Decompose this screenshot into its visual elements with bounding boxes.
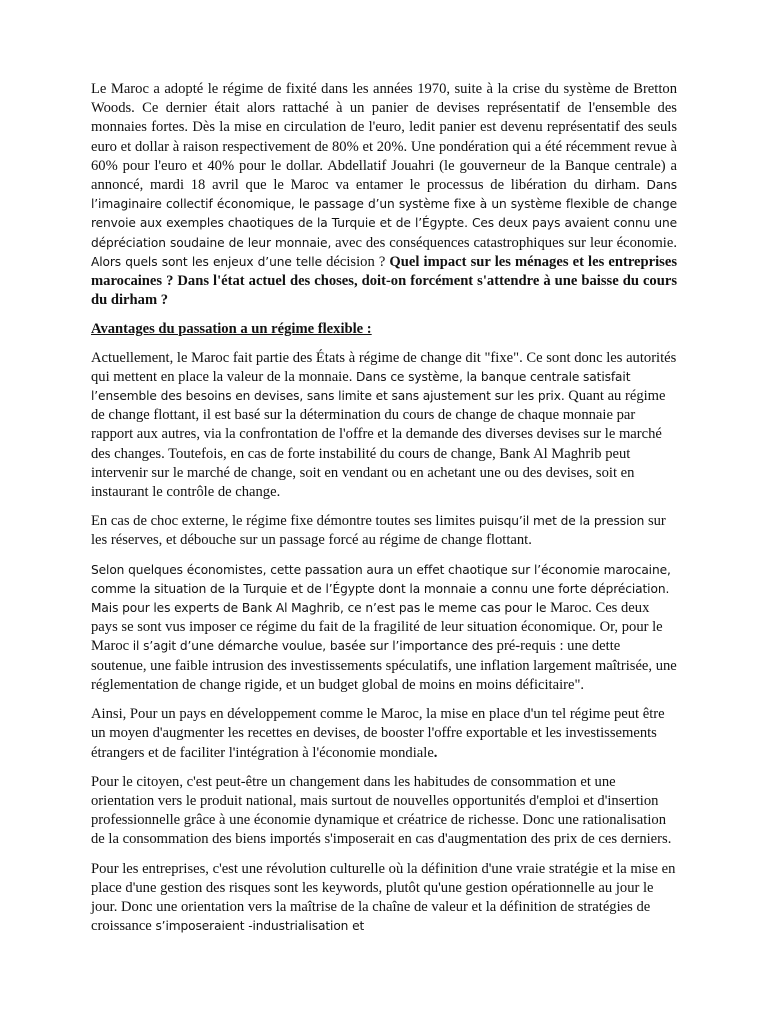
- paragraph-regime: [91, 349, 677, 503]
- entreprises-text-a: Pour les entreprises, c'est une révolution culturelle où la définition d'une vraie stratégie et la mise en place d'une gestion des risques sont les keywords, plutôt qu'une gestion opérationnelle au jour le jour. Donc une orientation vers la maîtrise de la chaîne de valeur et la définition de stratégies de croissance: [91, 860, 676, 935]
- paragraph-citoyen: Pour le citoyen, c'est peut-être un changement dans les habitudes de consommation et une orientation vers le produit national, mais surtout de nouvelles opportunités d'emploi et d'insertion professionnelle grâce à une économie dynamique et créatrice de richesse. Donc une rationalisation de la consommation des biens importés s'imposerait en cas d'augmentation des prix de ces derniers.: [91, 773, 672, 848]
- intro-text-e: décision ?: [322, 253, 390, 270]
- regime-text-a: Actuellement, le Maroc fait partie des États à régime de change dit "fixe". Ce sont donc les autorités qui mettent en place la valeur de la monnaie.: [91, 349, 677, 385]
- intro-text-b: Dans l’imaginaire collectif économique, le passage d’un système fixe à un système flexible de change renvoie aux exemples chaotiques de la Turquie et de l’Égypte. Ces deux pays avaient connu une dépréciation soudaine de leur monnaie,: [91, 178, 677, 250]
- economistes-text-a: Selon quelques économistes, cette passation aura un effet chaotique sur l’économie marocaine, comme la situation de la Turquie et de l’Égypte dont la monnaie a connu une forte dépréciation. Mais pour les experts de Bank Al Maghrib, ce n’est pas le meme cas pour le: [91, 562, 671, 616]
- regime-text-c: Quant au régime de change flottant, il est basé sur la détermination du cours de change de chaque monnaie par rapport aux autres, via la confrontation de l'offre et la demande des diverses devises sur le marché des changes. Toutefois, en cas de forte instabilité du cours de change, Bank Al Maghrib peut intervenir sur le marché de change, soit en vendant ou en achetant une ou des devises, soit en instaurant le contrôle de change.: [91, 388, 666, 501]
- developpement-text-b: .: [433, 744, 438, 761]
- intro-text-a: Le Maroc a adopté le régime de fixité dans les années 1970, suite à la crise du système de Bretton Woods. Ce dernier était alors rattaché à un panier de devises représentatif de l'ensemble des monnaies fortes. Dès la mise en circulation de l'euro, ledit panier est devenu représentatif des seuls euro et dollar à raison respectivement de 80% et 20%. Une pondération qui a été récemment revue à 60% pour l'euro et 40% pour le dollar. Abdellatif Jouahri (le gouverneur de la Banque centrale) a annoncé, mardi 18 avril que le Maroc va entamer le processus de libération du dirham.: [91, 81, 677, 194]
- intro-text-d: Alors quels sont les enjeux d’une telle: [91, 254, 322, 269]
- developpement-text-a: Ainsi, Pour un pays en développement comme le Maroc, la mise en place d'un tel régime peut être un moyen d'augmenter les recettes en devises, de booster l'offre exportable et les investissements étrangers et de faciliter l'intégration à l'économie mondiale: [91, 706, 665, 761]
- paragraph-developpement: [91, 705, 677, 763]
- section-heading: Avantages du passation a un régime flexible :: [91, 321, 372, 338]
- paragraph-intro: [91, 80, 677, 310]
- economistes-text-c: il s’agit d’une démarche voulue, basée sur l’importance des: [132, 639, 493, 654]
- choc-text-c: sur les réserves, et débouche sur un passage forcé au régime de change flottant.: [91, 513, 666, 549]
- choc-text-a: En cas de choc externe, le régime fixe démontre toutes ses limites: [91, 513, 479, 530]
- entreprises-text-b: s’imposeraient -industrialisation et: [155, 919, 365, 934]
- regime-text-b: Dans ce système, la banque centrale satisfait l’ensemble des besoins en devises, sans limite et sans ajustement sur les prix.: [91, 369, 631, 404]
- choc-text-b: puisqu’il met de la pression: [478, 514, 645, 529]
- economistes-text-d: pré-requis : une dette soutenue, une faible intrusion des investissements spéculatifs, une inflation largement maîtrisée, une réglementation de change rigide, et un budget global de moins en moins déficitaire".: [91, 638, 677, 693]
- paragraph-entreprises: [91, 860, 677, 937]
- paragraph-economistes: [91, 561, 677, 695]
- intro-text-c: avec des conséquences catastrophiques sur leur économie.: [331, 234, 677, 251]
- intro-questions: Quel impact sur les ménages et les entreprises marocaines ? Dans l'état actuel des choses, doit-on forcément s'attendre à une baisse du cours du dirham ?: [91, 253, 677, 309]
- economistes-text-b: Maroc. Ces deux pays se sont vus imposer ce régime du fait de la fragilité de leur situation économique. Or, pour le Maroc: [91, 600, 663, 655]
- paragraph-choc: [91, 512, 677, 550]
- document-page: [91, 80, 677, 946]
